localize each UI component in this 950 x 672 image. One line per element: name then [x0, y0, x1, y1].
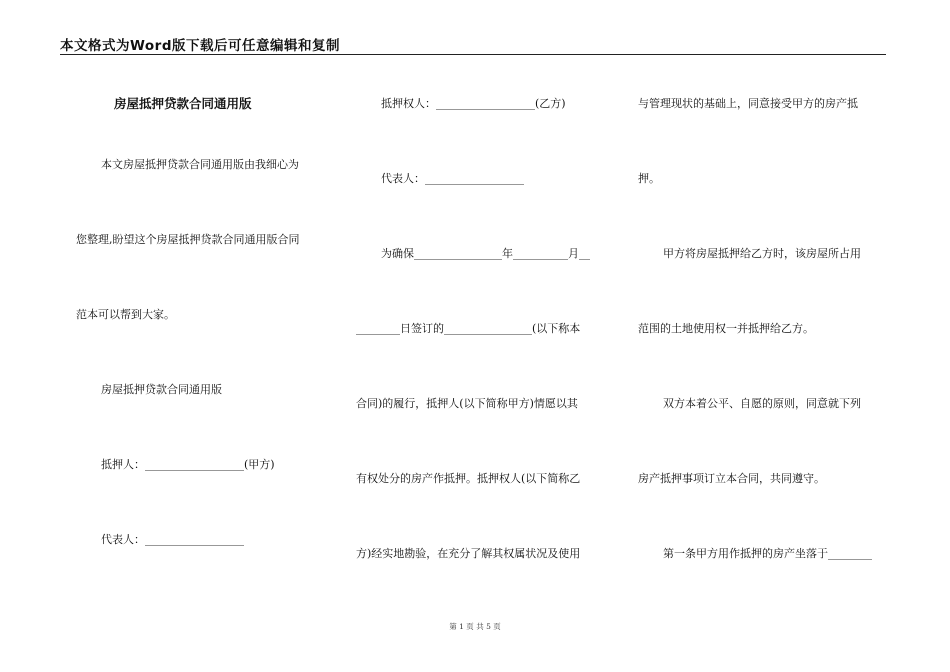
text-column-1 — [76, 0, 326, 620]
paragraph-line: 双方本着公平、自愿的原则，同意就下列 — [663, 397, 861, 410]
paragraph-line: 方)经实地勘验，在充分了解其权属状况及使用 — [356, 547, 581, 560]
representative-line: 代表人：__________________ — [101, 533, 244, 546]
paragraph-line: 范围的土地使用权一并抵押给乙方。 — [638, 322, 814, 335]
article-one-line: 第一条甲方用作抵押的房产坐落于________ — [663, 547, 872, 560]
paragraph-line: 本文房屋抵押贷款合同通用版由我细心为 — [101, 158, 299, 171]
paragraph-line: 甲方将房屋抵押给乙方时，该房屋所占用 — [663, 247, 861, 260]
text-column-3 — [638, 0, 888, 620]
paragraph-line: 押。 — [638, 172, 660, 185]
paragraph-line: 房产抵押事项订立本合同，共同遵守。 — [638, 472, 825, 485]
subtitle-line: 房屋抵押贷款合同通用版 — [101, 383, 222, 396]
header-title: 本文格式为Word版下载后可任意编辑和复制 — [60, 38, 341, 54]
text-column-2 — [356, 0, 611, 620]
paragraph-line: 为确保________________年__________月__ — [381, 247, 590, 260]
paragraph-line: 您整理,盼望这个房屋抵押贷款合同通用版合同 — [76, 233, 300, 246]
mortgagee-line: 抵押权人：__________________(乙方) — [381, 97, 566, 110]
paragraph-line: ________日签订的________________(以下称本 — [356, 322, 581, 335]
document-title: 房屋抵押贷款合同通用版 — [114, 96, 252, 111]
mortgagor-line: 抵押人：__________________(甲方) — [101, 458, 275, 471]
paragraph-line: 与管理现状的基础上，同意接受甲方的房产抵 — [638, 97, 858, 110]
paragraph-line: 有权处分的房产作抵押。抵押权人(以下简称乙 — [356, 472, 581, 485]
paragraph-line: 范本可以帮到大家。 — [76, 308, 175, 321]
paragraph-line: 合同)的履行，抵押人(以下简称甲方)情愿以其 — [356, 397, 578, 410]
page-footer: 第 1 页 共 5 页 — [449, 622, 501, 631]
representative-line: 代表人：__________________ — [381, 172, 524, 185]
